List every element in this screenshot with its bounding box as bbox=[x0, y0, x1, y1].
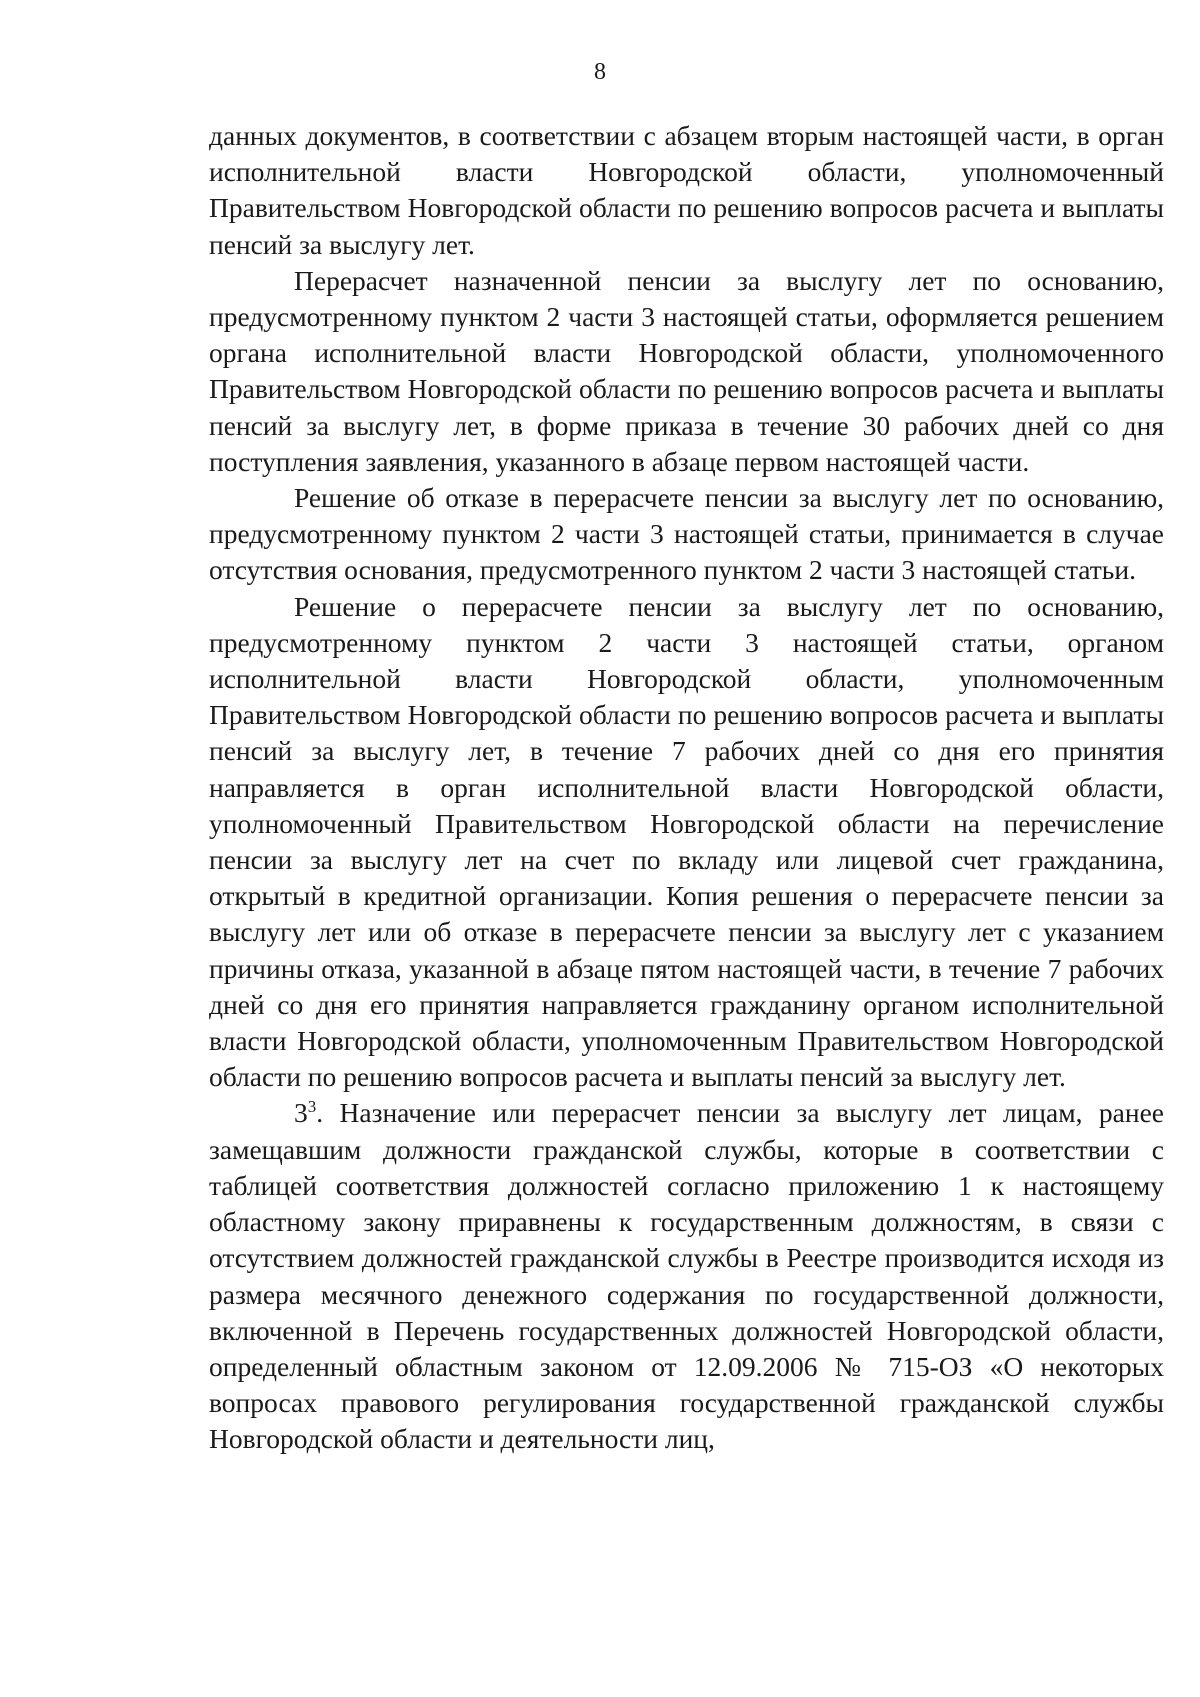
paragraph-recalculation: Перерасчет назначенной пенсии за выслугу лет по основанию, предусмотренному пунктом 2 части 3 настоящей статьи, оформляется решением органа исполнительной власти Новгородской области, уполномоченного Правительством Новгородской области по решению вопросов расчета и выплаты пенсий за выслугу лет, в форме приказа в течение 30 рабочих дней со дня поступления заявления, указанного в абзаце первом настоящей части. bbox=[209, 264, 1164, 477]
section-text: . Назначение или перерасчет пенсии за выслугу лет лицам, ранее замещавшим должности гражданской службы, которые в соответствии с таблицей соответствия должностей согласно приложению 1 к настоящему областному закону приравнены к государственным должностям, в связи с отсутствием должностей гражданской службы в Реестре производится исходя из размера месячного денежного содержания по государственной должности, включенной в Перечень государственных должностей Новгородской области, определенный областным законом от 12.09.2006 № 715-ОЗ «О некоторых вопросах правового регулирования государственной гражданской службы Новгородской области и деятельности лиц, bbox=[209, 1097, 1164, 1455]
section-number: 3 bbox=[294, 1097, 308, 1129]
paragraph-section-3-3 bbox=[209, 1095, 1164, 1457]
paragraph-continuation: данных документов, в соответствии с абзацем вторым настоящей части, в орган исполнительной власти Новгородской области, уполномоченный Правительством Новгородской области по решению вопросов расчета и выплаты пенсий за выслугу лет. bbox=[209, 120, 1164, 260]
paragraph-decision: Решение о перерасчете пенсии за выслугу лет по основанию, предусмотренному пунктом 2 части 3 настоящей статьи, органом исполнительной власти Новгородской области, уполномоченным Правительством Новгородской области по решению вопросов расчета и выплаты пенсий за выслугу лет, в течение 7 рабочих дней со дня его принятия направляется в орган исполнительной власти Новгородской области, уполномоченный Правительством Новгородской области на перечисление пенсии за выслугу лет на счет по вкладу или лицевой счет гражданина, открытый в кредитной организации. Копия решения о перерасчете пенсии за выслугу лет или об отказе в перерасчете пенсии за выслугу лет с указанием причины отказа, указанной в абзаце пятом настоящей части, в течение 7 рабочих дней со дня его принятия направляется гражданину органом исполнительной власти Новгородской области, уполномоченным Правительством Новгородской области по решению вопросов расчета и выплаты пенсий за выслугу лет. bbox=[209, 590, 1164, 1093]
paragraph-refusal: Решение об отказе в перерасчете пенсии за выслугу лет по основанию, предусмотренному пунктом 2 части 3 настоящей статьи, принимается в случае отсутствия основания, предусмотренного пунктом 2 части 3 настоящей статьи. bbox=[209, 482, 1164, 586]
section-superscript: 3 bbox=[307, 1097, 317, 1117]
page-number: 8 bbox=[594, 59, 606, 85]
document-body bbox=[209, 118, 1164, 1458]
